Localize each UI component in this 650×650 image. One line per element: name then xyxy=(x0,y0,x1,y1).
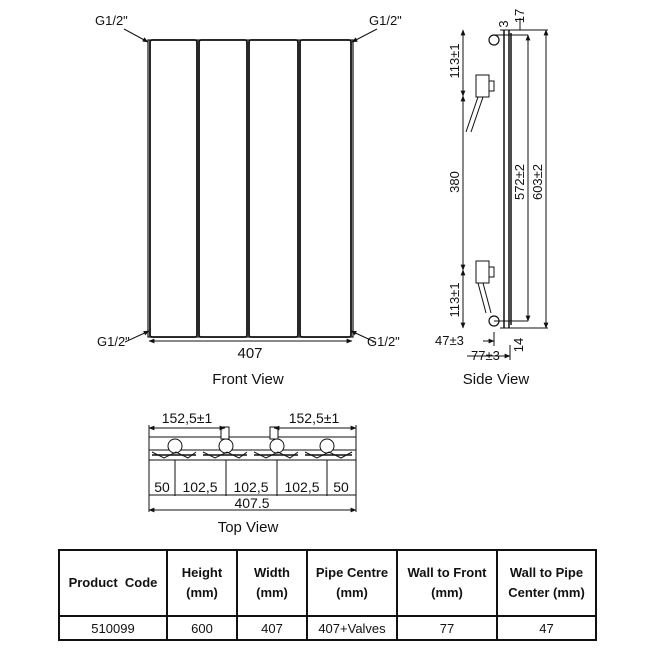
dim-segment-3: 102,5 xyxy=(233,479,269,495)
header-product-code: Product Code xyxy=(59,550,167,616)
dim-pipe-centre-height: 572±2 xyxy=(512,163,527,201)
cell-width: 407 xyxy=(237,616,307,640)
lower-wall-bracket xyxy=(476,261,494,313)
connection-label-bottom-left: G1/2" xyxy=(97,334,130,349)
dim-segment-4: 102,5 xyxy=(284,479,320,495)
header-width: Width (mm) xyxy=(237,550,307,616)
radiator-panel xyxy=(300,40,351,337)
width-dimension: 407 xyxy=(237,345,263,362)
dim-top-left: 152,5±1 xyxy=(161,410,213,426)
dim-wall-to-front: 77±3 xyxy=(471,348,500,363)
side-view-caption: Side View xyxy=(462,371,530,388)
top-view xyxy=(149,410,356,536)
dim-segment-1: 50 xyxy=(154,479,170,495)
dim-upper-bracket: 113±1 xyxy=(447,43,462,79)
dim-top-offset-a: 3 xyxy=(496,20,511,28)
top-pipe-connection xyxy=(489,35,499,45)
top-view-caption: Top View xyxy=(217,519,279,536)
dim-bracket-spacing: 380 xyxy=(447,171,462,193)
dim-top-right: 152,5±1 xyxy=(288,410,340,426)
dim-bottom-offset: 14 xyxy=(511,337,526,353)
dim-wall-to-pipe: 47±3 xyxy=(435,333,464,348)
table-row xyxy=(59,616,596,640)
upper-wall-bracket xyxy=(466,75,494,132)
radiator-panel xyxy=(199,40,247,337)
dim-overall-width: 407.5 xyxy=(234,495,270,511)
radiator-panels xyxy=(150,40,351,337)
header-wall-to-front: Wall to Front (mm) xyxy=(397,550,497,616)
cell-height: 600 xyxy=(167,616,237,640)
cell-product-code: 510099 xyxy=(59,616,167,640)
header-height: Height (mm) xyxy=(167,550,237,616)
header-wall-to-pipe-center: Wall to Pipe Center (mm) xyxy=(497,550,596,616)
front-view-caption: Front View xyxy=(212,371,284,388)
spec-table xyxy=(58,549,597,641)
cell-wall-to-pipe-center: 47 xyxy=(497,616,596,640)
connection-label-bottom-right: G1/2" xyxy=(367,334,400,349)
radiator-panel xyxy=(249,40,298,337)
cell-pipe-centre: 407+Valves xyxy=(307,616,397,640)
dim-top-offset-b: 17 xyxy=(512,8,527,24)
dim-segment-5: 50 xyxy=(333,479,349,495)
dim-segment-2: 102,5 xyxy=(182,479,218,495)
connection-label-top-right: G1/2" xyxy=(369,13,402,28)
dim-lower-bracket: 113±1 xyxy=(447,282,462,318)
connection-label-top-left: G1/2" xyxy=(95,13,128,28)
side-view xyxy=(435,9,548,388)
spec-table-header-row xyxy=(59,550,596,616)
header-pipe-centre: Pipe Centre (mm) xyxy=(307,550,397,616)
radiator-panel xyxy=(150,40,197,337)
front-view xyxy=(95,13,402,388)
dim-overall-height: 603±2 xyxy=(530,163,545,201)
cell-wall-to-front: 77 xyxy=(397,616,497,640)
